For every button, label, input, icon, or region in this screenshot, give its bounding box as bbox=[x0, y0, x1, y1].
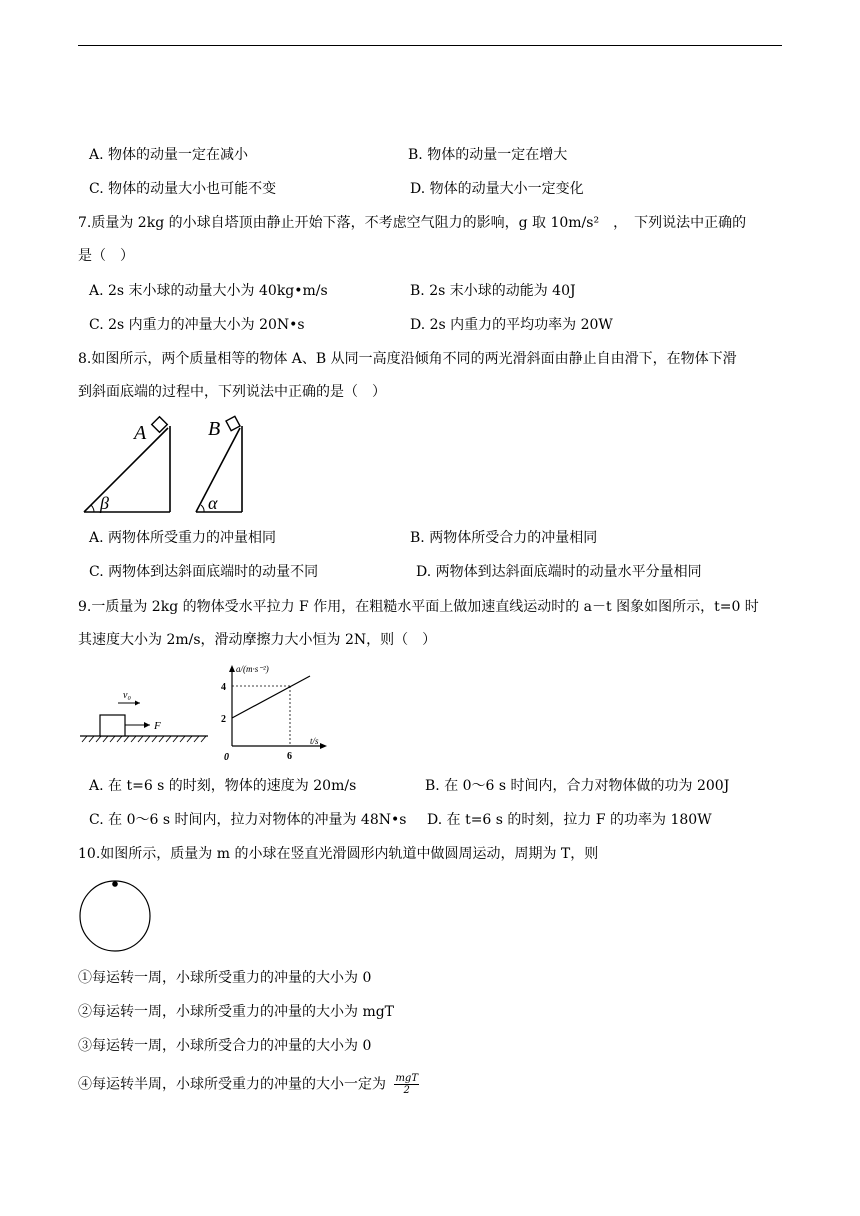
circular-track bbox=[80, 881, 150, 951]
origin-label: 0 bbox=[224, 752, 229, 763]
q9-option-c: C. 在 0～6 s 时间内，拉力对物体的冲量为 48N•s bbox=[89, 812, 407, 828]
label-b: B bbox=[208, 418, 221, 440]
q10-stem: 10.如图所示，质量为 m 的小球在竖直光滑圆形内轨道中做圆周运动，周期为 T，则 bbox=[78, 846, 599, 862]
angle-alpha: α bbox=[208, 493, 218, 513]
q9-option-d: D. 在 t=6 s 的时刻，拉力 F 的功率为 180W bbox=[427, 812, 712, 828]
label-a: A bbox=[134, 422, 147, 444]
angle-beta: β bbox=[100, 493, 109, 513]
block-on-surface bbox=[80, 690, 208, 742]
block bbox=[100, 715, 125, 736]
graph-line bbox=[232, 676, 310, 718]
circular-track-figure bbox=[78, 876, 152, 954]
q8-option-a: A. 两物体所受重力的冲量相同 bbox=[89, 530, 277, 546]
q8-stem-line1: 8.如图所示，两个质量相等的物体 A、B 从同一高度沿倾角不同的两光滑斜面由静止自由滑下，在物体下滑 bbox=[78, 351, 737, 367]
fraction-mgt-over-2 bbox=[394, 1073, 419, 1096]
q7-stem-line2: 是（ ） bbox=[78, 248, 134, 264]
y-tick-4: 4 bbox=[221, 682, 226, 693]
y-tick-2: 2 bbox=[221, 714, 226, 725]
ball bbox=[112, 881, 118, 887]
block-b bbox=[226, 416, 240, 430]
incline-a bbox=[84, 417, 170, 513]
q6-option-a: A. 物体的动量一定在减小 bbox=[89, 147, 249, 163]
q6-option-d: D. 物体的动量大小一定变化 bbox=[410, 181, 584, 197]
q10-statement-4-text: ④每运转半周，小球所受重力的冲量的大小一定为 bbox=[78, 1076, 386, 1093]
q7-option-b: B. 2s 末小球的动能为 40J bbox=[410, 283, 576, 299]
q8-option-c: C. 两物体到达斜面底端时的动量不同 bbox=[89, 564, 319, 580]
q9-option-a: A. 在 t=6 s 的时刻，物体的速度为 20m/s bbox=[89, 778, 357, 794]
header-rule bbox=[78, 45, 782, 46]
q8-stem-line2: 到斜面底端的过程中，下列说法中正确的是（ ） bbox=[78, 384, 386, 400]
q9-figure bbox=[78, 660, 338, 766]
q6-option-b: B. 物体的动量一定在增大 bbox=[408, 147, 568, 163]
q8-inclines-figure bbox=[78, 412, 250, 516]
q8-option-d: D. 两物体到达斜面底端时的动量水平分量相同 bbox=[416, 564, 702, 580]
incline-b bbox=[196, 416, 242, 513]
q9-stem-line2: 其速度大小为 2m/s，滑动摩擦力大小恒为 2N，则（ ） bbox=[78, 632, 437, 648]
force-label: F bbox=[154, 720, 161, 732]
q8-option-b: B. 两物体所受合力的冲量相同 bbox=[410, 530, 598, 546]
q7-stem-line1: 7.质量为 2kg 的小球自塔顶由静止开始下落，不考虑空气阻力的影响，g 取 10m/s² ， 下列说法中正确的 bbox=[78, 215, 747, 231]
q6-option-c: C. 物体的动量大小也可能不变 bbox=[89, 181, 277, 197]
y-axis-label: a/(m·s⁻²) bbox=[236, 664, 269, 674]
fraction-denominator: 2 bbox=[403, 1085, 410, 1096]
a-t-graph bbox=[221, 664, 327, 763]
q10-statement-4 bbox=[78, 1073, 419, 1096]
q9-option-b: B. 在 0～6 s 时间内，合力对物体做的功为 200J bbox=[425, 778, 730, 794]
q10-statement-3: ③每运转一周，小球所受合力的冲量的大小为 0 bbox=[78, 1038, 372, 1054]
q10-statement-2: ②每运转一周，小球所受重力的冲量的大小为 mgT bbox=[78, 1004, 395, 1020]
x-axis-label: t/s bbox=[310, 736, 319, 746]
x-tick-6: 6 bbox=[287, 751, 292, 762]
q7-option-c: C. 2s 内重力的冲量大小为 20N•s bbox=[89, 317, 305, 333]
q10-statement-1: ①每运转一周，小球所受重力的冲量的大小为 0 bbox=[78, 970, 372, 986]
q7-option-a: A. 2s 末小球的动量大小为 40kg•m/s bbox=[89, 283, 328, 299]
fraction-numerator: mgT bbox=[395, 1073, 419, 1084]
q7-option-d: D. 2s 内重力的平均功率为 20W bbox=[410, 317, 613, 333]
q9-stem-line1: 9.一质量为 2kg 的物体受水平拉力 F 作用，在粗糙水平面上做加速直线运动时的 a－t 图象如图所示，t=0 时 bbox=[78, 599, 759, 615]
v0-label: v₀ bbox=[123, 690, 131, 701]
